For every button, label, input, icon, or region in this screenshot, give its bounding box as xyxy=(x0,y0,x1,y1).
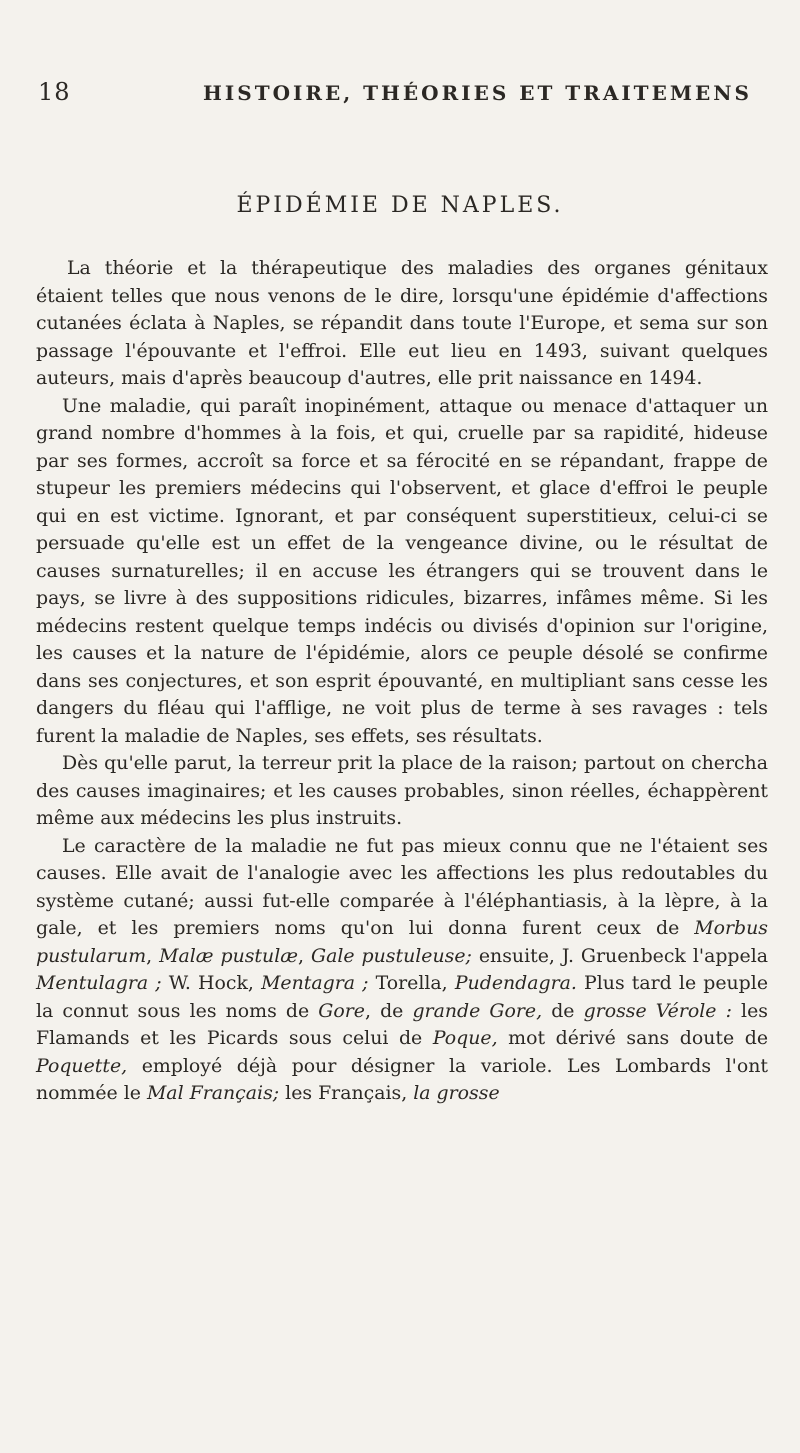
text-run: Torella, xyxy=(375,972,448,994)
text-run: W. Hock, xyxy=(168,972,254,994)
text-run: les Flamands et les Picards sous celui de xyxy=(36,999,768,1049)
paragraph-2: Une maladie, qui paraît inopinément, attaque ou menace d'attaquer un grand nombre d'hommes à la fois, et qui, cruelle par sa rapidité, hideuse par ses formes, accroît sa force et sa férocité en se répandant, frappe de stupeur les premiers médecins qui l'observent, et glace d'effroi le peuple qui en est victime. Ignorant, et par conséquent superstitieux, celui-ci se persuade qu'elle est un effet de la vengeance divine, ou le résultat de causes surnaturelles; il en accuse les étrangers qui se trouvent dans le pays, se livre à des suppositions ridicules, bizarres, infâmes même. Si les médecins restent quelque temps indécis ou divisés d'opinion sur l'origine, les causes et la nature de l'épidémie, alors ce peuple désolé se confirme dans ses conjectures, et son esprit épouvanté, en multipliant sans cesse les dangers du fléau qui l'afflige, ne voit plus de terme à ses ravages : tels furent la maladie de Naples, ses effets, ses résultats. xyxy=(36,394,768,747)
disease-name: Morbus pustularum xyxy=(36,917,768,967)
disease-name: la grosse xyxy=(413,1082,500,1104)
section-title: ÉPIDÉMIE DE NAPLES. xyxy=(236,193,564,218)
disease-name: Gore xyxy=(318,999,365,1022)
paragraph-3: Dès qu'elle parut, la terreur prit la place de la raison; partout on chercha des causes imaginaires; et les causes probables, sinon réelles, échappèrent même aux médecins les plus instruits. xyxy=(36,752,768,829)
text-run: employé déjà pour désigner la variole. Les Lombards l'ont nommée le xyxy=(36,1054,768,1104)
disease-name: grosse Vérole : xyxy=(583,999,732,1022)
text-run: de xyxy=(380,999,404,1022)
paragraph-4-text: Le caractère de la maladie ne fut pas mieux connu que ne l'étaient ses causes. Elle avait de l'analogie avec les affections les plus redoutables du système cutané; aussi fut-elle comparée à l'éléphantiasis, à la lèpre, à la gale, et les premiers noms qu'on lui donna furent ceux de xyxy=(36,834,768,939)
disease-name: Mentagra ; xyxy=(261,972,369,994)
page-header xyxy=(38,78,758,110)
disease-name: Mentulagra ; xyxy=(36,972,162,994)
paragraph-1: La théorie et la thérapeutique des maladies des organes génitaux étaient telles que nous venons de le dire, lorsqu'une épidémie d'affections cutanées éclata à Naples, se répandit dans toute l'Europe, et sema sur son passage l'épouvante et l'effroi. Elle eut lieu en 1493, suivant quelques auteurs, mais d'après beaucoup d'autres, elle prit naissance en 1494. xyxy=(36,257,768,389)
body-text xyxy=(36,255,768,1108)
text-run: de xyxy=(551,999,575,1022)
text-run: Plus tard le peuple la connut sous les noms de xyxy=(36,972,768,1022)
disease-name: Mal Français; xyxy=(146,1082,280,1104)
text-run: ensuite, J. Gruenbeck l'appela xyxy=(478,944,769,967)
text-run: les Français, xyxy=(285,1082,408,1104)
text-run: mot dérivé sans doute de xyxy=(508,1027,768,1049)
page-number: 18 xyxy=(38,78,71,106)
disease-name: Poquette, xyxy=(36,1054,128,1077)
running-head: HISTOIRE, THÉORIES ET TRAITEMENS xyxy=(203,81,752,105)
paragraph-4: Le caractère de la maladie ne fut pas mieux connu que ne l'étaient ses causes. Elle avait de l'analogie avec les affections les plus redoutables du système cutané; aussi fut-elle comparée à l'éléphantiasis, à la lèpre, à la gale, et les premiers noms qu'on lui donna furent ceux de Morbus pustularum, Malæ pustulæ, Gale pustuleuse; ensuite, J. Gruenbeck l'appela Mentulagra ; W. Hock, Mentagra ; Torella, Pudendagra. Plus tard le peuple la connut sous les noms de Gore, de grande Gore, de grosse Vérole : les Flamands et les Picards sous celui de Poque, mot dérivé sans doute de Poquette, employé déjà pour désigner la variole. Les Lombards l'ont nommée le Mal Français; les Français, la grosse xyxy=(36,834,769,1104)
disease-name: Poque, xyxy=(432,1027,498,1049)
disease-name: Pudendagra. xyxy=(454,972,577,994)
disease-name: grande Gore, xyxy=(412,999,543,1022)
disease-name: Malæ pustulæ xyxy=(159,944,298,967)
disease-name: Gale pustuleuse; xyxy=(310,944,472,967)
